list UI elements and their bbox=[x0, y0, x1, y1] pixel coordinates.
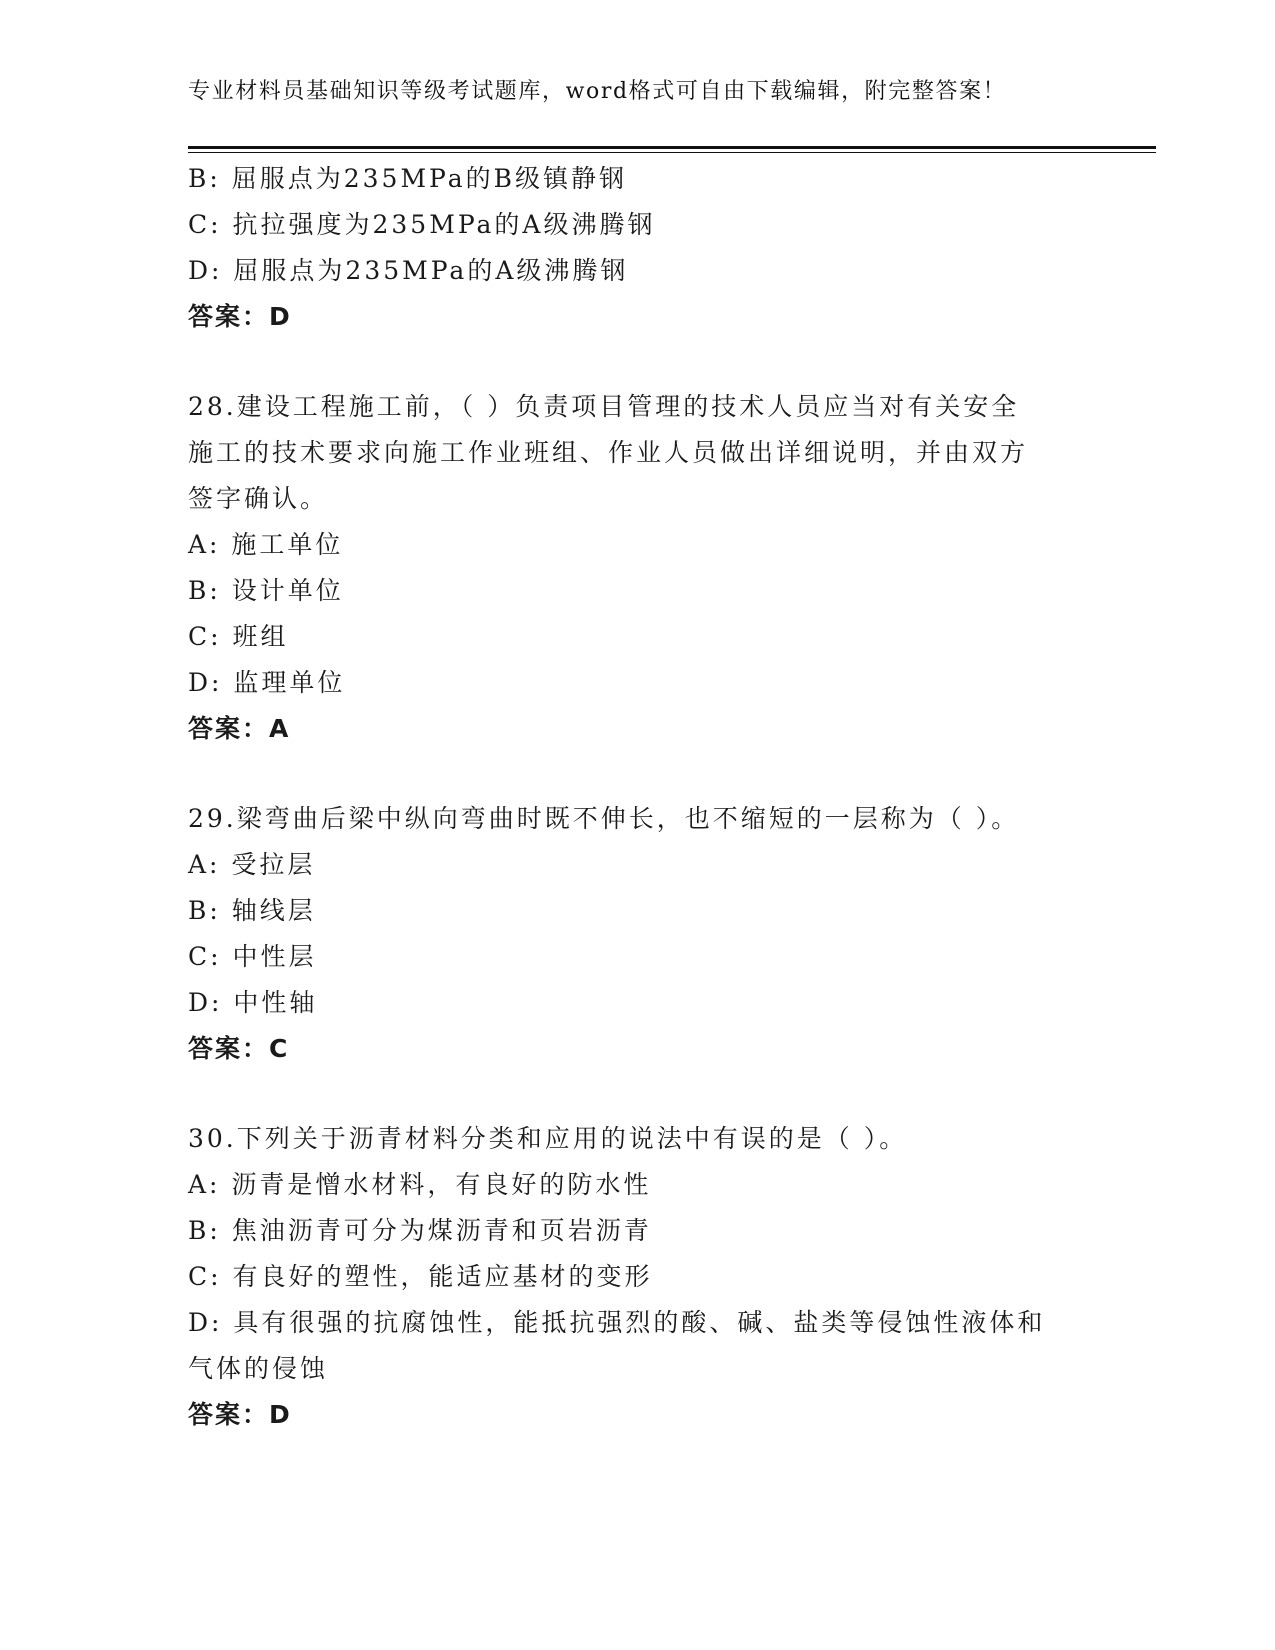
option-d: D: 具有很强的抗腐蚀性，能抵抗强烈的酸、碱、盐类等侵蚀性液体和 bbox=[188, 1308, 1046, 1337]
page-header: 专业材料员基础知识等级考试题库，word格式可自由下载编辑，附完整答案！ bbox=[188, 79, 1007, 104]
option-b: B: 轴线层 bbox=[188, 896, 316, 925]
option-d: D: 屈服点为235MPa的A级沸腾钢 bbox=[188, 256, 629, 285]
answer-line: 答案：C bbox=[188, 1034, 290, 1063]
answer-line: 答案：D bbox=[188, 1400, 292, 1429]
question-28 bbox=[188, 384, 1088, 752]
question-text-line: 30.下列关于沥青材料分类和应用的说法中有误的是（ ）。 bbox=[188, 1124, 908, 1153]
option-c: C: 中性层 bbox=[188, 942, 317, 971]
question-30 bbox=[188, 1116, 1088, 1438]
option-b: B: 屈服点为235MPa的B级镇静钢 bbox=[188, 164, 628, 193]
option-a: A: 受拉层 bbox=[188, 850, 316, 879]
option-a: A: 沥青是憎水材料，有良好的防水性 bbox=[188, 1170, 652, 1199]
option-b: B: 设计单位 bbox=[188, 576, 344, 605]
answer-line: 答案：D bbox=[188, 302, 292, 331]
question-29 bbox=[188, 796, 1088, 1072]
header-rule-thin bbox=[188, 152, 1156, 153]
carryover-question bbox=[188, 156, 1088, 340]
option-c: C: 班组 bbox=[188, 622, 289, 651]
option-b: B: 焦油沥青可分为煤沥青和页岩沥青 bbox=[188, 1216, 652, 1245]
option-d: D: 中性轴 bbox=[188, 988, 318, 1017]
option-d: D: 监理单位 bbox=[188, 668, 346, 697]
question-text-line: 签字确认。 bbox=[188, 484, 329, 513]
option-c: C: 抗拉强度为235MPa的A级沸腾钢 bbox=[188, 210, 656, 239]
answer-line: 答案：A bbox=[188, 714, 291, 743]
question-text-line: 施工的技术要求向施工作业班组、作业人员做出详细说明，并由双方 bbox=[188, 438, 1029, 467]
question-text-line: 28.建设工程施工前，（ ）负责项目管理的技术人员应当对有关安全 bbox=[188, 392, 1020, 421]
header-rule-thick bbox=[188, 146, 1156, 149]
question-text-line: 29.梁弯曲后梁中纵向弯曲时既不伸长，也不缩短的一层称为（ ）。 bbox=[188, 804, 1020, 833]
option-c: C: 有良好的塑性，能适应基材的变形 bbox=[188, 1262, 653, 1291]
option-d-continued: 气体的侵蚀 bbox=[188, 1354, 329, 1383]
option-a: A: 施工单位 bbox=[188, 530, 344, 559]
document-body bbox=[188, 156, 1088, 1438]
